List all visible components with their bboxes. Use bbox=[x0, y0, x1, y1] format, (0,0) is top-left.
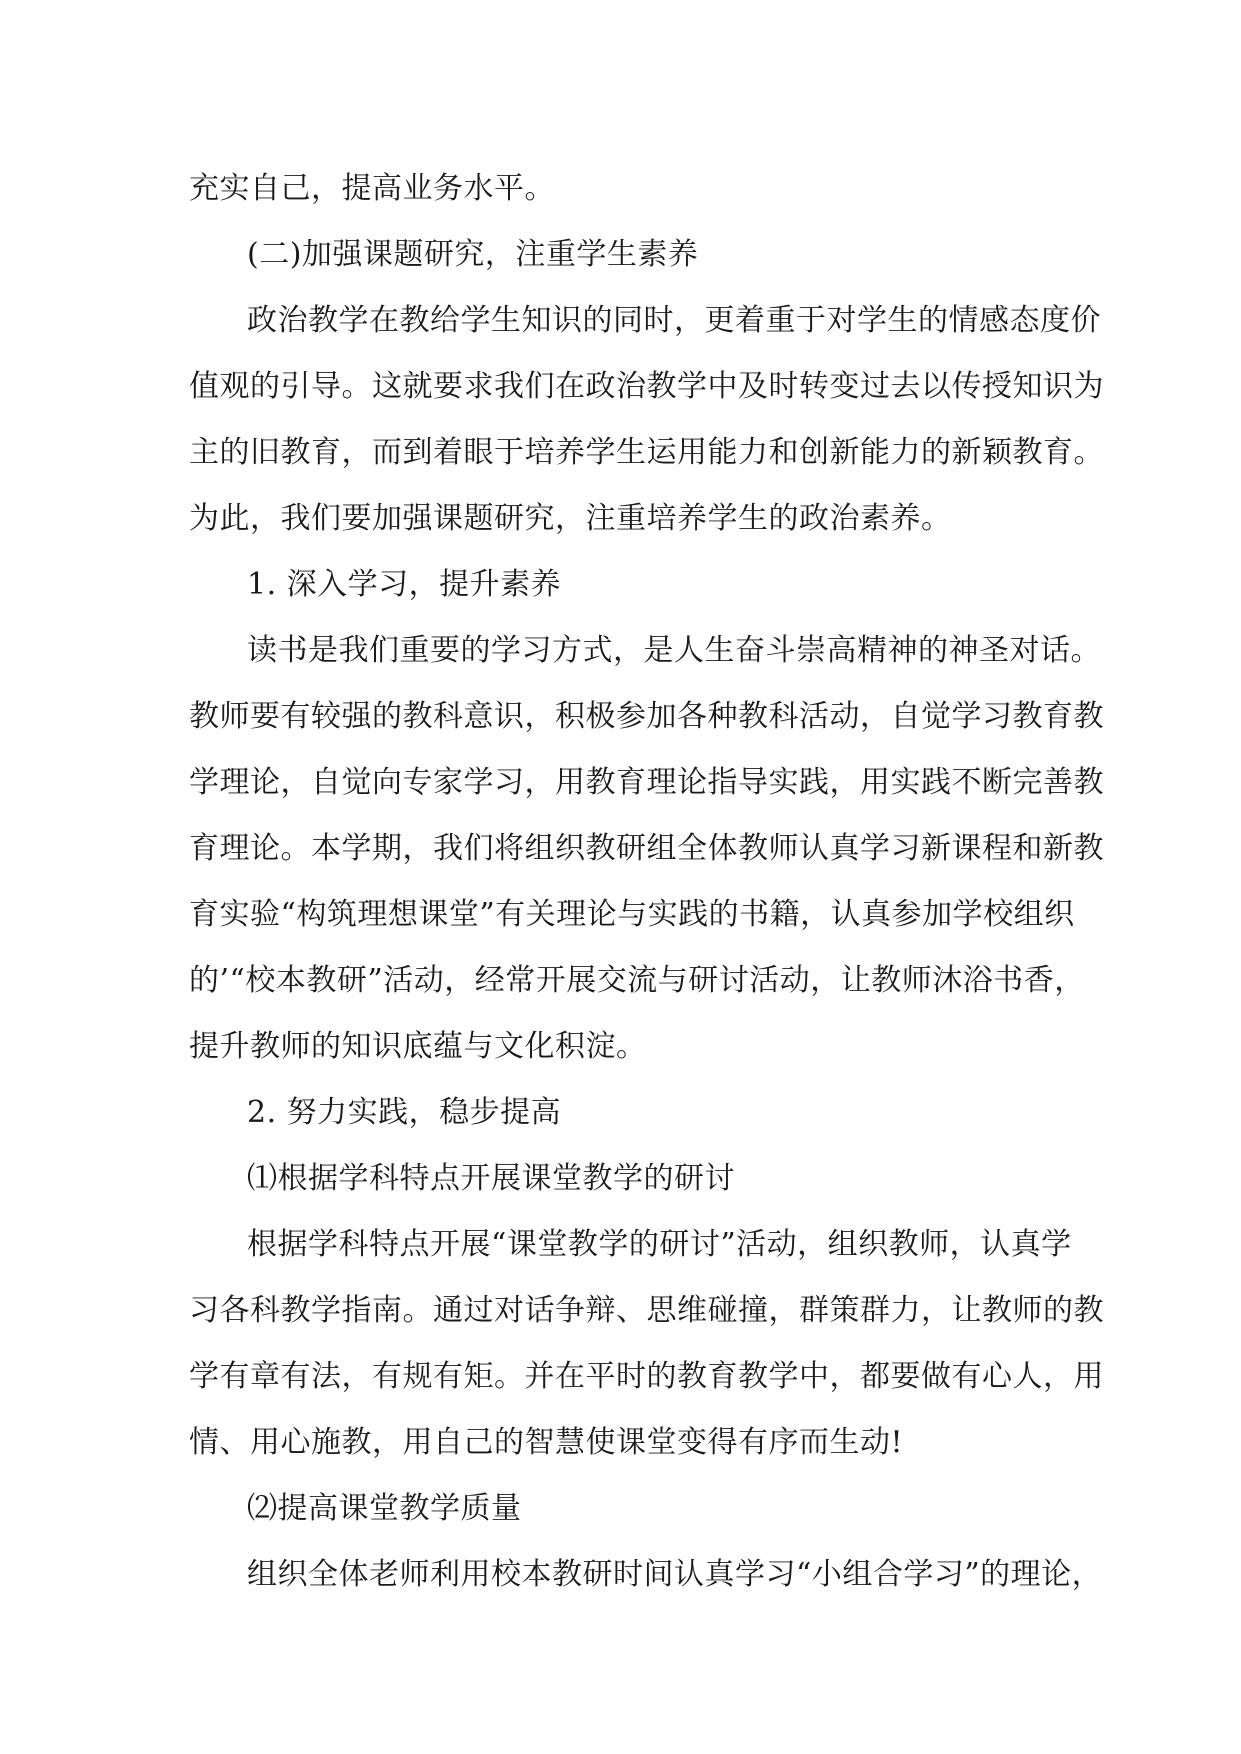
text-line: 组织全体老师利用校本教研时间认真学习“小组合学习”的理论， bbox=[247, 1557, 1103, 1592]
text-line: 育实验“构筑理想课堂”有关理论与实践的书籍，认真参加学校组织 bbox=[189, 897, 1075, 932]
text-line: 值观的引导。这就要求我们在政治教学中及时转变过去以传授知识为 bbox=[189, 369, 1104, 404]
text-line: 政治教学在教给学生知识的同时，更着重于对学生的情感态度价 bbox=[247, 303, 1101, 338]
subsection-heading: 2. 努力实践，稳步提高 bbox=[247, 1095, 562, 1130]
text-line: 读书是我们重要的学习方式，是人生奋斗崇高精神的神圣对话。 bbox=[247, 633, 1101, 668]
text-line: 教师要有较强的教科意识，积极参加各种教科活动，自觉学习教育教 bbox=[189, 699, 1104, 734]
text-line: 根据学科特点开展“课堂教学的研讨”活动，组织教师，认真学 bbox=[247, 1227, 1072, 1262]
subsection-heading: 1. 深入学习，提升素养 bbox=[247, 567, 562, 602]
text-line: 学有章有法，有规有矩。并在平时的教育教学中，都要做有心人，用 bbox=[189, 1359, 1104, 1394]
body-text bbox=[189, 156, 1104, 1608]
item-heading: ⑵提高课堂教学质量 bbox=[247, 1491, 522, 1526]
text-line: 习各科教学指南。通过对话争辩、思维碰撞，群策群力，让教师的教 bbox=[189, 1293, 1104, 1328]
text-line: 的’“校本教研”活动，经常开展交流与研讨活动，让教师沐浴书香， bbox=[189, 963, 1085, 998]
text-line: 主的旧教育，而到着眼于培养学生运用能力和创新能力的新颖教育。 bbox=[189, 435, 1104, 470]
text-line: 提升教师的知识底蕴与文化积淀。 bbox=[189, 1029, 647, 1064]
item-heading: ⑴根据学科特点开展课堂教学的研讨 bbox=[247, 1161, 735, 1196]
text-line: 育理论。本学期，我们将组织教研组全体教师认真学习新课程和新教 bbox=[189, 831, 1104, 866]
text-line: 学理论，自觉向专家学习，用教育理论指导实践，用实践不断完善教 bbox=[189, 765, 1104, 800]
text-line: 为此，我们要加强课题研究，注重培养学生的政治素养。 bbox=[189, 501, 952, 536]
section-heading: (二)加强课题研究，注重学生素养 bbox=[247, 237, 699, 272]
text-line: 充实自己，提高业务水平。 bbox=[189, 171, 555, 206]
text-line: 情、用心施教，用自己的智慧使课堂变得有序而生动! bbox=[189, 1425, 904, 1460]
